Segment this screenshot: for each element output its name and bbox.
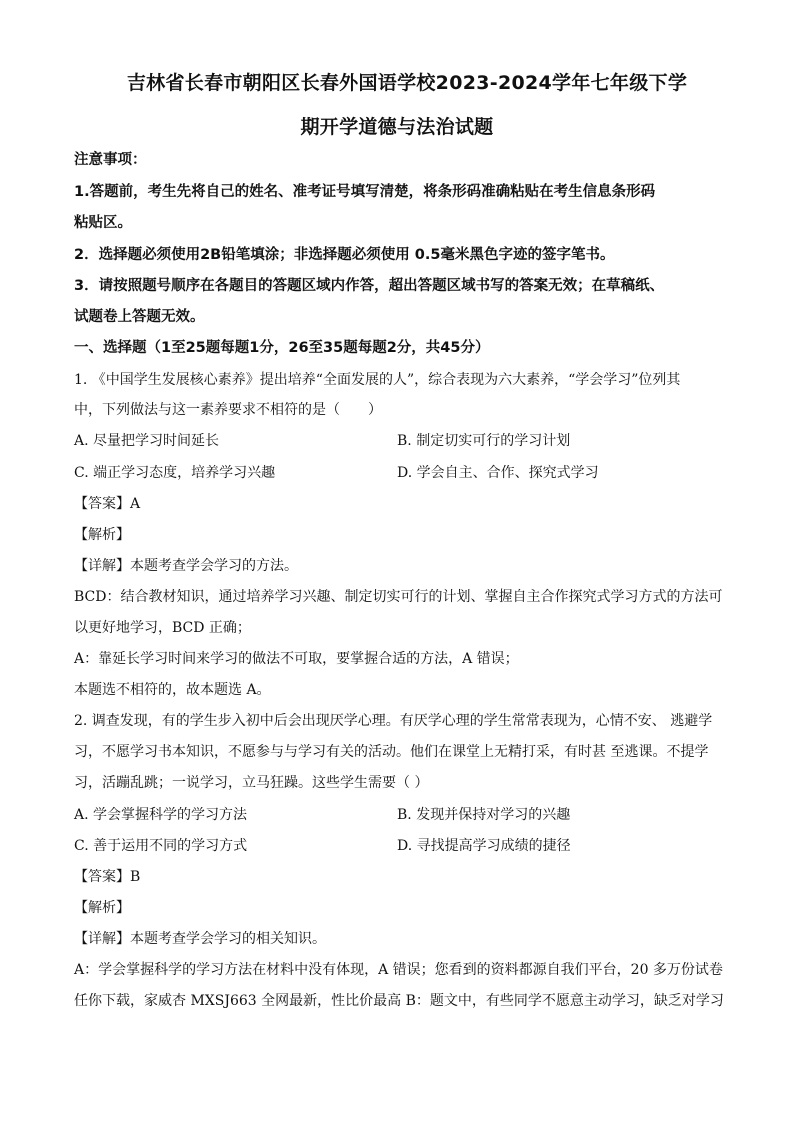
q1-detail: 【详解】本题考查学会学习的方法。 <box>74 558 298 574</box>
q2-stem-line-1: 2. 调查发现，有的学生步入初中后会出现厌学心理。有厌学心理的学生常常表现为，心情不安、 逃避学 <box>74 713 713 729</box>
q2-option-d: D. 寻找提高学习成绩的捷径 <box>397 838 571 854</box>
q1-option-b: B. 制定切实可行的学习计划 <box>397 433 571 449</box>
section-1-heading: 一、选择题（1至25题每题1分，26至35题每题2分，共45分） <box>74 340 490 356</box>
q2-option-b: B. 发现并保持对学习的兴趣 <box>397 807 571 823</box>
q2-stem-line-2: 习，不愿学习书本知识，不愿参与与学习有关的活动。他们在课堂上无精打采，有时甚 至逃课。不提学 <box>74 744 709 760</box>
q1-analysis-label: 【解析】 <box>74 527 130 543</box>
notice-item-1-line-2: 粘贴区。 <box>74 215 132 231</box>
q1-explanation-line-3: A：靠延长学习时间来学习的做法不可取，要掌握合适的方法，A 错误； <box>74 651 519 667</box>
q1-explanation-line-1: BCD：结合教材知识，通过培养学习兴趣、制定切实可行的计划、掌握自主合作探究式学习方式的方法可 <box>74 589 723 605</box>
q2-answer: 【答案】B <box>74 869 141 885</box>
q2-stem-line-3: 习，活蹦乱跳；一说学习，立马狂躁。这些学生需要（ ） <box>74 775 429 791</box>
q2-option-a: A. 学会掌握科学的学习方法 <box>74 807 248 823</box>
q2-explanation-line-2: 任你下载，家威杏 MXSJ663 全网最新，性比价最高 B：题文中，有些同学不愿意主动学习，缺乏对学习 <box>74 993 724 1009</box>
q1-option-d: D. 学会自主、合作、探究式学习 <box>397 465 599 481</box>
q1-option-a: A. 尽量把学习时间延长 <box>74 433 220 449</box>
q1-answer: 【答案】A <box>74 496 141 512</box>
q1-option-c: C. 端正学习态度，培养学习兴趣 <box>74 465 276 481</box>
q2-detail: 【详解】本题考查学会学习的相关知识。 <box>74 931 326 947</box>
q1-explanation-line-2: 以更好地学习，BCD 正确； <box>74 620 251 636</box>
q2-analysis-label: 【解析】 <box>74 900 130 916</box>
notice-item-3-line-1: 3．请按照题号顺序在各题目的答题区域内作答，超出答题区域书写的答案无效；在草稿纸、 <box>74 278 665 294</box>
q1-stem-line-1: 1. 《中国学生发展核心素养》提出培养“全面发展的人”，综合表现为六大素养，“学会学习”位列其 <box>74 372 681 388</box>
notice-item-2: 2．选择题必须使用2B铅笔填涂；非选择题必须使用 0.5毫米黑色字迹的签字笔书。 <box>74 247 615 263</box>
notice-heading: 注意事项： <box>74 152 147 168</box>
q2-explanation-line-1: A：学会掌握科学的学习方法在材料中没有体现，A 错误；您看到的资料都源自我们平台，20 多万份试卷 <box>74 962 723 978</box>
notice-item-3-line-2: 试题卷上答题无效。 <box>74 309 205 325</box>
q2-option-c: C. 善于运用不同的学习方式 <box>74 838 248 854</box>
document-title-line-2: 期开学道德与法治试题 <box>300 116 494 138</box>
q1-conclusion: 本题选不相符的，故本题选 A。 <box>74 682 271 698</box>
notice-item-1-line-1: 1.答题前，考生先将自己的姓名、准考证号填写清楚，将条形码准确粘贴在考生信息条形码 <box>74 184 656 200</box>
q1-stem-line-2: 中，下列做法与这一素养要求不相符的是（ ） <box>74 402 382 418</box>
document-title-line-1: 吉林省长春市朝阳区长春外国语学校2023-2024学年七年级下学 <box>126 72 688 94</box>
